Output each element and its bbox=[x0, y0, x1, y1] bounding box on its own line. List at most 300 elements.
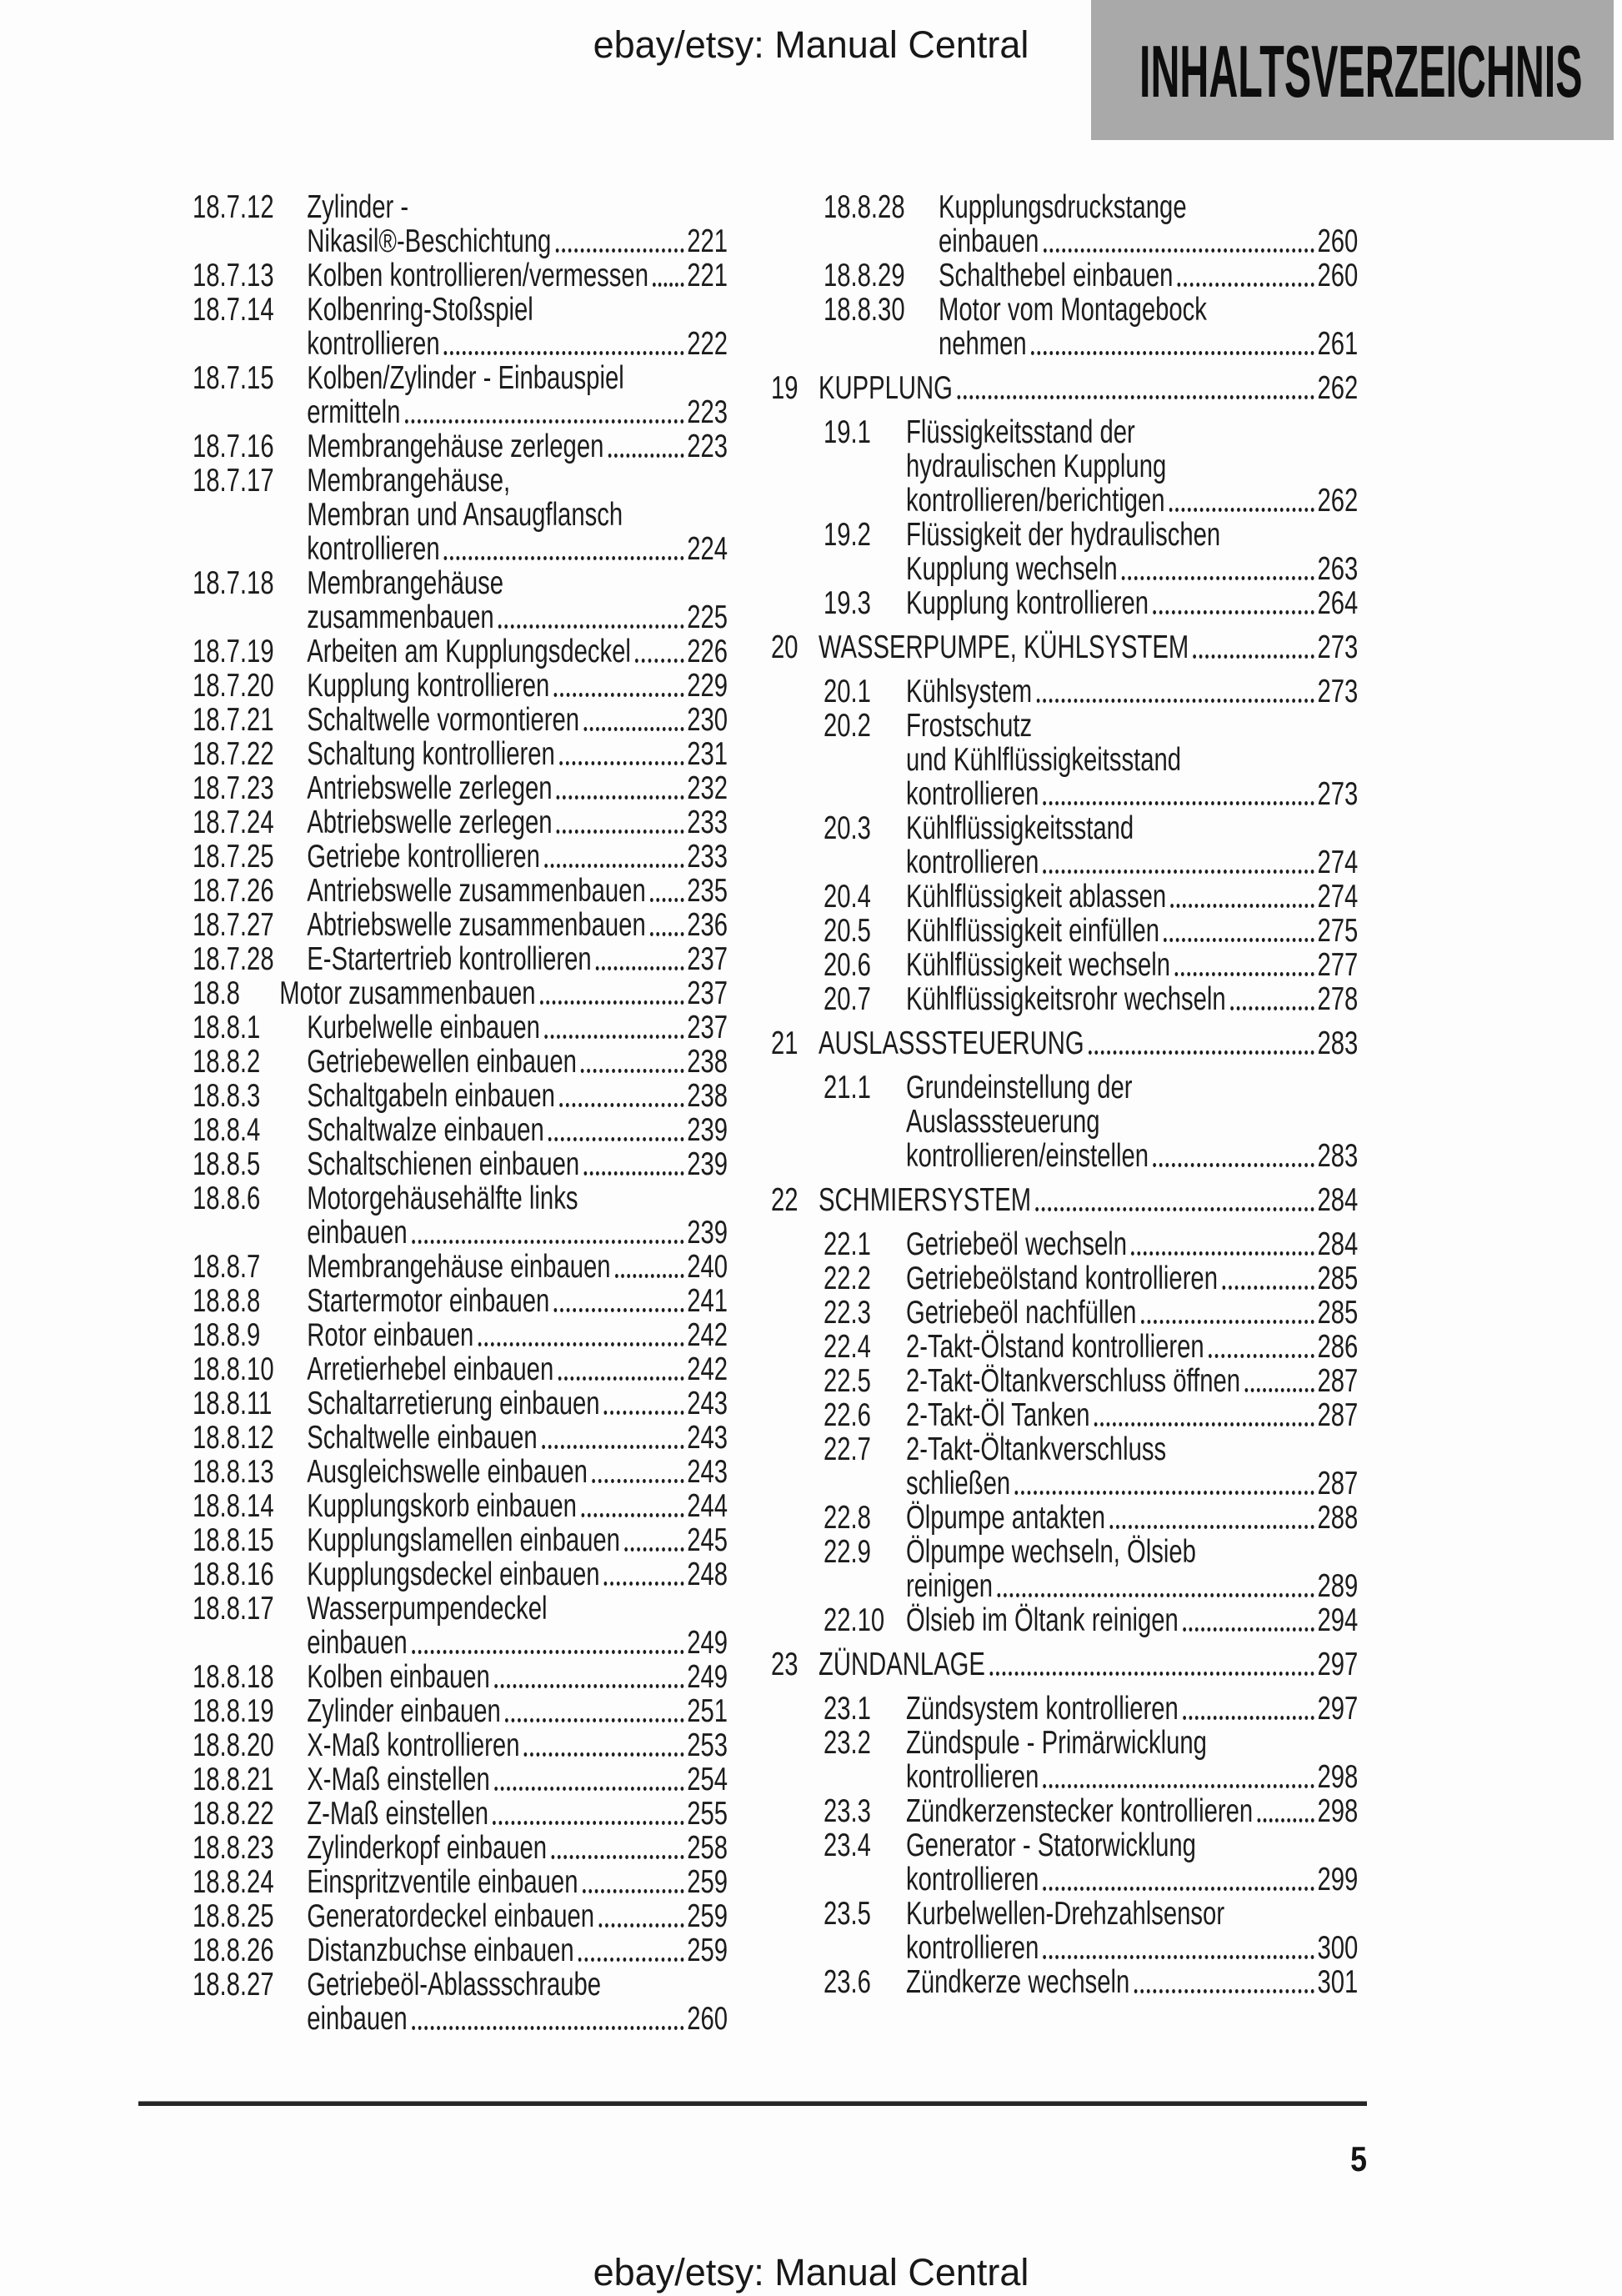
entry-title-line: Schaltwelle vormontieren bbox=[307, 702, 580, 738]
dot-leader bbox=[604, 1411, 684, 1415]
entry-number: 22.2 bbox=[824, 1261, 871, 1296]
entry-number: 18.8.4 bbox=[193, 1112, 261, 1148]
entry-number: 18.8.23 bbox=[193, 1830, 274, 1866]
entry-number: 22.1 bbox=[824, 1226, 871, 1262]
dot-leader bbox=[524, 1752, 684, 1757]
toc-entry bbox=[824, 1965, 1358, 1999]
toc-entry bbox=[824, 1535, 1358, 1603]
entry-number: 18.7.24 bbox=[193, 805, 274, 840]
entry-title-line: 2-Takt-Öl Tanken bbox=[906, 1397, 1090, 1433]
entry-number: 22 bbox=[771, 1182, 798, 1218]
entry-number: 18.7.17 bbox=[193, 463, 274, 499]
entry-title-line: Antriebswelle zerlegen bbox=[307, 770, 553, 806]
entry-page-number: 297 bbox=[1317, 1691, 1359, 1727]
toc-entry bbox=[824, 1794, 1358, 1828]
entry-number: 18.8.5 bbox=[193, 1146, 261, 1182]
dot-leader bbox=[1230, 1006, 1314, 1010]
entry-title-line: kontrollieren bbox=[906, 845, 1039, 880]
entry-number: 19.2 bbox=[824, 517, 871, 553]
dot-leader bbox=[478, 1342, 684, 1346]
entry-page-number: 262 bbox=[1317, 370, 1359, 406]
dot-leader bbox=[604, 1582, 684, 1586]
dot-leader bbox=[596, 966, 684, 970]
entry-page-number: 285 bbox=[1317, 1261, 1359, 1296]
entry-number: 20.7 bbox=[824, 981, 871, 1017]
toc-entry bbox=[193, 1933, 728, 1968]
toc-entry bbox=[193, 1592, 728, 1660]
toc-entry bbox=[193, 1523, 728, 1557]
entry-page-number: 259 bbox=[687, 1898, 728, 1934]
entry-page-number: 273 bbox=[1317, 629, 1359, 665]
entry-number: 22.4 bbox=[824, 1329, 871, 1365]
entry-title-line: Membrangehäuse einbauen bbox=[307, 1249, 611, 1285]
dot-leader bbox=[581, 1513, 683, 1517]
dot-leader bbox=[559, 761, 683, 765]
toc-entry bbox=[824, 982, 1358, 1016]
entry-number: 18.8 bbox=[193, 975, 240, 1011]
entry-number: 18.8.10 bbox=[193, 1351, 274, 1387]
entry-title-line: Auslasssteuerung bbox=[906, 1104, 1100, 1140]
dot-leader bbox=[1183, 1716, 1314, 1720]
entry-number: 18.7.21 bbox=[193, 702, 274, 738]
entry-page-number: 285 bbox=[1317, 1295, 1359, 1331]
entry-page-number: 286 bbox=[1317, 1329, 1359, 1365]
dot-leader bbox=[544, 1035, 683, 1039]
entry-page-number: 239 bbox=[687, 1146, 728, 1182]
toc-entry bbox=[193, 429, 728, 464]
toc-entry bbox=[193, 1899, 728, 1933]
entry-page-number: 236 bbox=[687, 907, 728, 943]
page-number: 5 bbox=[1350, 2139, 1367, 2178]
toc-entry bbox=[193, 1147, 728, 1181]
entry-page-number: 263 bbox=[1317, 551, 1359, 587]
toc-entry bbox=[824, 1501, 1358, 1535]
entry-title-line: Rotor einbauen bbox=[307, 1317, 474, 1353]
entry-number: 18.7.16 bbox=[193, 429, 274, 464]
entry-page-number: 242 bbox=[687, 1351, 728, 1387]
dot-leader bbox=[1244, 1388, 1314, 1392]
entry-number: 23.3 bbox=[824, 1793, 871, 1829]
entry-title-line: Schaltung kontrollieren bbox=[307, 736, 555, 772]
entry-page-number: 239 bbox=[687, 1112, 728, 1148]
entry-title-line: Zündspule - Primärwicklung bbox=[906, 1725, 1207, 1761]
entry-title-line: Ausgleichswelle einbauen bbox=[307, 1454, 588, 1490]
entry-title-line: Schaltwalze einbauen bbox=[307, 1112, 544, 1148]
dot-leader bbox=[1044, 870, 1314, 874]
entry-page-number: 224 bbox=[687, 531, 728, 567]
dot-leader bbox=[635, 659, 683, 663]
toc-entry bbox=[193, 1421, 728, 1455]
dot-leader bbox=[615, 1274, 684, 1278]
dot-leader bbox=[997, 1593, 1314, 1597]
entry-title-line: KUPPLUNG bbox=[819, 370, 953, 406]
entry-title-line: WASSERPUMPE, KÜHLSYSTEM bbox=[819, 629, 1189, 665]
toc-entry bbox=[193, 737, 728, 771]
toc-entry bbox=[193, 464, 728, 566]
toc-entry bbox=[193, 190, 728, 258]
toc-entry bbox=[193, 1455, 728, 1489]
entry-title-line: Zylinderkopf einbauen bbox=[307, 1830, 548, 1866]
entry-page-number: 260 bbox=[687, 2001, 728, 2037]
entry-page-number: 261 bbox=[1317, 326, 1359, 362]
entry-number: 20.1 bbox=[824, 674, 871, 709]
entry-title-line: Wasserpumpendeckel bbox=[307, 1591, 548, 1627]
entry-title-line: Membran und Ansaugflansch bbox=[307, 497, 623, 533]
dot-leader bbox=[1044, 1955, 1314, 1959]
toc-entry bbox=[193, 1557, 728, 1592]
entry-page-number: 242 bbox=[687, 1317, 728, 1353]
dot-leader bbox=[1183, 1627, 1314, 1632]
dot-leader bbox=[1044, 1784, 1314, 1788]
entry-title-line: Motor zusammenbauen bbox=[279, 975, 536, 1011]
entry-title-line: kontrollieren bbox=[906, 776, 1039, 812]
dot-leader bbox=[1031, 351, 1314, 355]
dot-leader bbox=[557, 830, 684, 834]
entry-number: 18.8.16 bbox=[193, 1557, 274, 1592]
entry-page-number: 260 bbox=[1317, 258, 1359, 293]
toc-entry bbox=[824, 1828, 1358, 1897]
entry-page-number: 232 bbox=[687, 770, 728, 806]
entry-number: 22.3 bbox=[824, 1295, 871, 1331]
entry-page-number: 225 bbox=[687, 599, 728, 635]
dot-leader bbox=[558, 1376, 683, 1381]
dot-leader bbox=[412, 2026, 684, 2030]
entry-page-number: 284 bbox=[1317, 1182, 1359, 1218]
dot-leader bbox=[1222, 1286, 1314, 1290]
dot-leader bbox=[493, 1821, 683, 1825]
dot-leader bbox=[1209, 1354, 1314, 1358]
entry-number: 18.8.27 bbox=[193, 1967, 274, 2003]
entry-page-number: 283 bbox=[1317, 1025, 1359, 1061]
entry-page-number: 233 bbox=[687, 839, 728, 875]
dot-leader bbox=[1122, 576, 1314, 580]
entry-page-number: 301 bbox=[1317, 1964, 1359, 2000]
entry-number: 18.8.20 bbox=[193, 1727, 274, 1763]
entry-number: 23.6 bbox=[824, 1964, 871, 2000]
entry-number: 18.8.14 bbox=[193, 1488, 274, 1524]
entry-title-line: Generator - Statorwicklung bbox=[906, 1827, 1196, 1863]
toc-entry bbox=[193, 1865, 728, 1899]
entry-title-line: Kolben einbauen bbox=[307, 1659, 490, 1695]
entry-page-number: 238 bbox=[687, 1078, 728, 1114]
entry-title-line: Kühlflüssigkeitsrohr wechseln bbox=[906, 981, 1226, 1017]
entry-page-number: 283 bbox=[1317, 1138, 1359, 1174]
entry-title-line: Flüssigkeit der hydraulischen bbox=[906, 517, 1221, 553]
dot-leader bbox=[581, 1069, 683, 1073]
toc-entry bbox=[824, 258, 1358, 293]
dot-leader bbox=[1257, 1818, 1314, 1822]
dot-leader bbox=[1109, 1525, 1314, 1529]
dot-leader bbox=[583, 1889, 684, 1893]
entry-number: 18.7.12 bbox=[193, 189, 274, 225]
entry-number: 18.7.23 bbox=[193, 770, 274, 806]
entry-title-line: Flüssigkeitsstand der bbox=[906, 414, 1135, 450]
entry-number: 22.9 bbox=[824, 1534, 871, 1570]
entry-page-number: 262 bbox=[1317, 483, 1359, 519]
dot-leader bbox=[989, 1672, 1314, 1676]
entry-page-number: 255 bbox=[687, 1796, 728, 1832]
entry-number: 18.7.25 bbox=[193, 839, 274, 875]
dot-leader bbox=[1044, 1887, 1314, 1891]
toc-title-box bbox=[1091, 0, 1614, 140]
dot-leader bbox=[444, 351, 684, 355]
toc-column-left bbox=[193, 190, 728, 2036]
dot-leader bbox=[505, 1718, 683, 1722]
entry-number: 18.8.7 bbox=[193, 1249, 261, 1285]
entry-title-line: 2-Takt-Ölstand kontrollieren bbox=[906, 1329, 1204, 1365]
dot-leader bbox=[650, 932, 683, 936]
entry-number: 18.8.11 bbox=[193, 1386, 273, 1421]
entry-number: 18.7.27 bbox=[193, 907, 274, 943]
entry-number: 20.4 bbox=[824, 879, 871, 915]
toc-entry bbox=[824, 1897, 1358, 1965]
entry-title-line: Getriebeöl-Ablassschraube bbox=[307, 1967, 602, 2003]
entry-title-line: Kolben kontrollieren/vermessen bbox=[307, 258, 648, 293]
toc-entry bbox=[824, 1398, 1358, 1432]
toc-entry bbox=[193, 1318, 728, 1352]
toc-entry bbox=[193, 840, 728, 874]
entry-page-number: 274 bbox=[1317, 845, 1359, 880]
entry-title-line: Kühlflüssigkeitsstand bbox=[906, 810, 1134, 846]
entry-number: 21 bbox=[771, 1025, 798, 1061]
dot-leader bbox=[1014, 1491, 1314, 1495]
entry-title-line: Membrangehäuse zerlegen bbox=[307, 429, 604, 464]
toc-entry bbox=[193, 1968, 728, 2036]
entry-title-line: kontrollieren/berichtigen bbox=[906, 483, 1165, 519]
dot-leader bbox=[1194, 654, 1314, 659]
entry-title-line: Abtriebswelle zusammenbauen bbox=[307, 907, 646, 943]
toc-entry bbox=[193, 566, 728, 634]
entry-title-line: schließen bbox=[906, 1466, 1011, 1501]
entry-title-line: kontrollieren bbox=[906, 1930, 1039, 1966]
toc-entry bbox=[193, 1489, 728, 1523]
dot-leader bbox=[578, 1958, 684, 1962]
entry-number: 20.2 bbox=[824, 708, 871, 744]
entry-number: 18.8.13 bbox=[193, 1454, 274, 1490]
entry-title-line: kontrollieren bbox=[307, 531, 440, 567]
entry-page-number: 239 bbox=[687, 1215, 728, 1251]
entry-title-line: zusammenbauen bbox=[307, 599, 494, 635]
toc-entry bbox=[824, 1432, 1358, 1501]
toc-entry bbox=[771, 1183, 1358, 1217]
entry-title-line: Membrangehäuse, bbox=[307, 463, 511, 499]
entry-title-line: 2-Takt-Öltankverschluss bbox=[906, 1431, 1167, 1467]
entry-title-line: Kolben/Zylinder - Einbauspiel bbox=[307, 360, 624, 396]
toc-entry bbox=[193, 669, 728, 703]
header-watermark: ebay/etsy: Manual Central bbox=[593, 23, 1029, 66]
entry-page-number: 288 bbox=[1317, 1500, 1359, 1536]
entry-title-line: ZÜNDANLAGE bbox=[819, 1647, 985, 1682]
entry-page-number: 235 bbox=[687, 873, 728, 909]
dot-leader bbox=[1044, 801, 1314, 805]
dot-leader bbox=[1141, 1320, 1314, 1324]
entry-number: 22.8 bbox=[824, 1500, 871, 1536]
toc-entry bbox=[824, 586, 1358, 620]
toc-entry bbox=[771, 1647, 1358, 1682]
entry-page-number: 249 bbox=[687, 1625, 728, 1661]
entry-number: 20.3 bbox=[824, 810, 871, 846]
entry-number: 18.8.22 bbox=[193, 1796, 274, 1832]
toc-entry bbox=[824, 1726, 1358, 1794]
entry-page-number: 264 bbox=[1317, 585, 1359, 621]
dot-leader bbox=[957, 395, 1314, 399]
entry-page-number: 251 bbox=[687, 1693, 728, 1729]
entry-page-number: 248 bbox=[687, 1557, 728, 1592]
toc-entry bbox=[193, 1694, 728, 1728]
entry-number: 18.7.22 bbox=[193, 736, 274, 772]
entry-number: 18.8.19 bbox=[193, 1693, 274, 1729]
entry-page-number: 245 bbox=[687, 1522, 728, 1558]
entry-title-line: reinigen bbox=[906, 1568, 994, 1604]
dot-leader bbox=[556, 248, 684, 253]
dot-leader bbox=[583, 727, 683, 731]
dot-leader bbox=[551, 1855, 683, 1859]
entry-page-number: 244 bbox=[687, 1488, 728, 1524]
entry-number: 22.5 bbox=[824, 1363, 871, 1399]
entry-page-number: 237 bbox=[687, 975, 728, 1011]
toc-entry bbox=[824, 914, 1358, 948]
entry-page-number: 223 bbox=[687, 394, 728, 430]
dot-leader bbox=[1178, 283, 1314, 287]
toc-entry bbox=[824, 811, 1358, 880]
toc-entry bbox=[193, 908, 728, 942]
toc-entry bbox=[193, 361, 728, 429]
entry-title-line: Grundeinstellung der bbox=[906, 1070, 1133, 1105]
entry-page-number: 259 bbox=[687, 1933, 728, 1968]
toc-entry bbox=[193, 942, 728, 976]
entry-page-number: 298 bbox=[1317, 1793, 1359, 1829]
dot-leader bbox=[1094, 1422, 1314, 1426]
dot-leader bbox=[608, 454, 684, 458]
entry-title-line: Kupplung kontrollieren bbox=[307, 668, 550, 704]
entry-number: 22.10 bbox=[824, 1602, 885, 1638]
entry-page-number: 299 bbox=[1317, 1862, 1359, 1897]
entry-page-number: 230 bbox=[687, 702, 728, 738]
entry-title-line: Membrangehäuse bbox=[307, 565, 504, 601]
entry-title-line: Zylinder einbauen bbox=[307, 1693, 501, 1729]
toc-entry bbox=[193, 1045, 728, 1079]
entry-page-number: 278 bbox=[1317, 981, 1359, 1017]
entry-title-line: einbauen bbox=[939, 223, 1039, 259]
toc-entry bbox=[193, 1797, 728, 1831]
entry-number: 20 bbox=[771, 629, 798, 665]
toc-entry bbox=[193, 293, 728, 361]
entry-title-line: Antriebswelle zusammenbauen bbox=[307, 873, 646, 909]
dot-leader bbox=[1169, 508, 1314, 512]
entry-title-line: Kupplungsdruckstange bbox=[939, 189, 1187, 225]
entry-title-line: Startermotor einbauen bbox=[307, 1283, 550, 1319]
entry-number: 18.8.6 bbox=[193, 1181, 261, 1216]
entry-page-number: 240 bbox=[687, 1249, 728, 1285]
toc-entry bbox=[193, 1284, 728, 1318]
entry-number: 18.7.15 bbox=[193, 360, 274, 396]
toc-entry bbox=[824, 948, 1358, 982]
entry-page-number: 274 bbox=[1317, 879, 1359, 915]
entry-title-line: Ölpumpe antakten bbox=[906, 1500, 1106, 1536]
entry-number: 23.2 bbox=[824, 1725, 871, 1761]
dot-leader bbox=[1164, 938, 1314, 942]
dot-leader bbox=[494, 1787, 683, 1791]
entry-number: 18.8.15 bbox=[193, 1522, 274, 1558]
toc-entry bbox=[193, 1079, 728, 1113]
entry-page-number: 221 bbox=[687, 258, 728, 293]
toc-entry bbox=[824, 1692, 1358, 1726]
entry-number: 18.8.30 bbox=[824, 292, 905, 328]
entry-title-line: Schaltschienen einbauen bbox=[307, 1146, 580, 1182]
entry-number: 21.1 bbox=[824, 1070, 871, 1105]
toc-entry bbox=[193, 1010, 728, 1045]
entry-title-line: Getriebeöl nachfüllen bbox=[906, 1295, 1137, 1331]
entry-page-number: 229 bbox=[687, 668, 728, 704]
entry-title-line: Kurbelwelle einbauen bbox=[307, 1010, 540, 1045]
entry-number: 18.7.14 bbox=[193, 292, 274, 328]
toc-entry bbox=[824, 1364, 1358, 1398]
dot-leader bbox=[1153, 610, 1314, 614]
entry-page-number: 298 bbox=[1317, 1759, 1359, 1795]
entry-page-number: 294 bbox=[1317, 1602, 1359, 1638]
dot-leader bbox=[598, 1923, 683, 1928]
entry-title-line: Kupplungslamellen einbauen bbox=[307, 1522, 620, 1558]
dot-leader bbox=[557, 795, 684, 800]
entry-title-line: Kurbelwellen-Drehzahlsensor bbox=[906, 1896, 1225, 1932]
entry-title-line: Getriebe kontrollieren bbox=[307, 839, 540, 875]
dot-leader bbox=[498, 624, 684, 629]
dot-leader bbox=[583, 1171, 683, 1176]
toc-entry bbox=[824, 709, 1358, 811]
dot-leader bbox=[554, 693, 684, 697]
toc-entry bbox=[824, 1070, 1358, 1173]
entry-number: 18.8.26 bbox=[193, 1933, 274, 1968]
entry-number: 18.8.3 bbox=[193, 1078, 261, 1114]
entry-title-line: Kupplungskorb einbauen bbox=[307, 1488, 577, 1524]
toc-entry bbox=[193, 1728, 728, 1762]
entry-number: 19 bbox=[771, 370, 798, 406]
entry-page-number: 233 bbox=[687, 805, 728, 840]
entry-number: 18.8.1 bbox=[193, 1010, 261, 1045]
dot-leader bbox=[592, 1479, 683, 1483]
entry-title-line: Schaltwelle einbauen bbox=[307, 1420, 538, 1456]
entry-title-line: X-Maß einstellen bbox=[307, 1762, 490, 1797]
entry-number: 18.8.9 bbox=[193, 1317, 261, 1353]
dot-leader bbox=[540, 1000, 684, 1005]
entry-title-line: Schaltarretierung einbauen bbox=[307, 1386, 600, 1421]
entry-page-number: 260 bbox=[1317, 223, 1359, 259]
entry-page-number: 287 bbox=[1317, 1466, 1359, 1501]
entry-page-number: 243 bbox=[687, 1420, 728, 1456]
entry-title-line: Abtriebswelle zerlegen bbox=[307, 805, 553, 840]
entry-page-number: 259 bbox=[687, 1864, 728, 1900]
toc-entry bbox=[824, 518, 1358, 586]
toc-entry bbox=[193, 1181, 728, 1250]
entry-title-line: kontrollieren/einstellen bbox=[906, 1138, 1149, 1174]
entry-number: 18.7.13 bbox=[193, 258, 274, 293]
entry-title-line: Nikasil®-Beschichtung bbox=[307, 223, 552, 259]
toc-entry bbox=[824, 1603, 1358, 1637]
dot-leader bbox=[412, 1240, 684, 1244]
entry-page-number: 238 bbox=[687, 1044, 728, 1080]
toc-entry bbox=[193, 1762, 728, 1797]
entry-number: 18.8.12 bbox=[193, 1420, 274, 1456]
entry-number: 18.7.19 bbox=[193, 634, 274, 669]
entry-page-number: 243 bbox=[687, 1386, 728, 1421]
entry-number: 18.8.17 bbox=[193, 1591, 274, 1627]
toc-entry bbox=[824, 190, 1358, 258]
entry-title-line: 2-Takt-Öltankverschluss öffnen bbox=[906, 1363, 1241, 1399]
entry-title-line: Z-Maß einstellen bbox=[307, 1796, 489, 1832]
entry-number: 18.7.26 bbox=[193, 873, 274, 909]
footer-rule bbox=[138, 2101, 1367, 2106]
entry-title-line: Getriebeöl wechseln bbox=[906, 1226, 1128, 1262]
